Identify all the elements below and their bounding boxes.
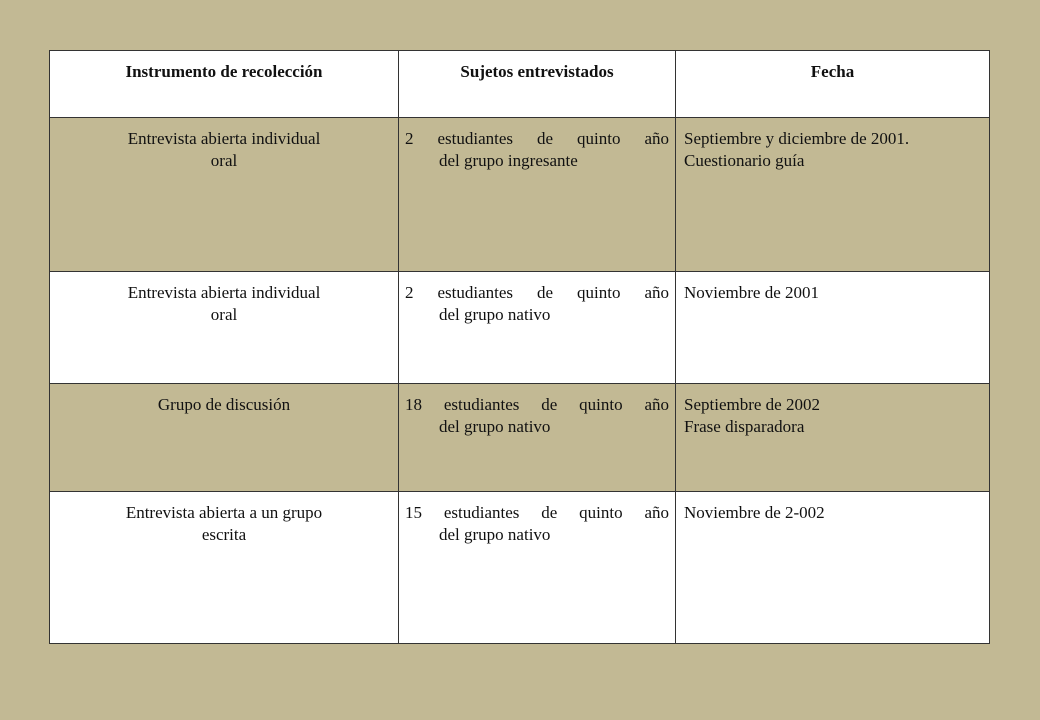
subjects-line: del grupo nativo [439, 305, 551, 324]
date-cell [676, 492, 990, 644]
subjects-line: 2 estudiantes de quinto año [405, 283, 669, 302]
data-collection-table-wrapper [49, 50, 989, 644]
subjects-cell [399, 272, 676, 384]
instrument-line: Entrevista abierta individual [127, 283, 321, 302]
date-line: Septiembre y diciembre de 2001. [684, 129, 910, 148]
date-cell [676, 272, 990, 384]
date-line: Frase disparadora [684, 417, 805, 436]
header-subjects: Sujetos entrevistados [399, 51, 676, 118]
table-row [50, 272, 990, 384]
date-line: Noviembre de 2-002 [684, 503, 825, 522]
instrument-line: escrita [201, 525, 247, 544]
instrument-line: Grupo de discusión [157, 395, 291, 414]
instrument-cell [50, 384, 399, 492]
subjects-line: 18 estudiantes de quinto año [405, 395, 669, 414]
subjects-line: del grupo nativo [439, 417, 551, 436]
subjects-cell [399, 492, 676, 644]
table-row [50, 118, 990, 272]
date-cell [676, 118, 990, 272]
subjects-line: 15 estudiantes de quinto año [405, 503, 669, 522]
subjects-line: del grupo ingresante [439, 151, 578, 170]
instrument-line: Entrevista abierta individual [127, 129, 321, 148]
header-instrument: Instrumento de recolección [50, 51, 399, 118]
header-date: Fecha [676, 51, 990, 118]
table-row [50, 384, 990, 492]
date-cell [676, 384, 990, 492]
date-line: Cuestionario guía [684, 151, 805, 170]
instrument-line: oral [210, 305, 238, 324]
date-line: Noviembre de 2001 [684, 283, 820, 302]
subjects-line: del grupo nativo [439, 525, 551, 544]
instrument-cell [50, 118, 399, 272]
table-row [50, 492, 990, 644]
instrument-cell [50, 492, 399, 644]
instrument-cell [50, 272, 399, 384]
data-collection-table [49, 50, 990, 644]
subjects-cell [399, 118, 676, 272]
table-header-row [50, 51, 990, 118]
date-line: Septiembre de 2002 [684, 395, 820, 414]
subjects-cell [399, 384, 676, 492]
subjects-line: 2 estudiantes de quinto año [405, 129, 669, 148]
instrument-line: Entrevista abierta a un grupo [125, 503, 323, 522]
instrument-line: oral [210, 151, 238, 170]
